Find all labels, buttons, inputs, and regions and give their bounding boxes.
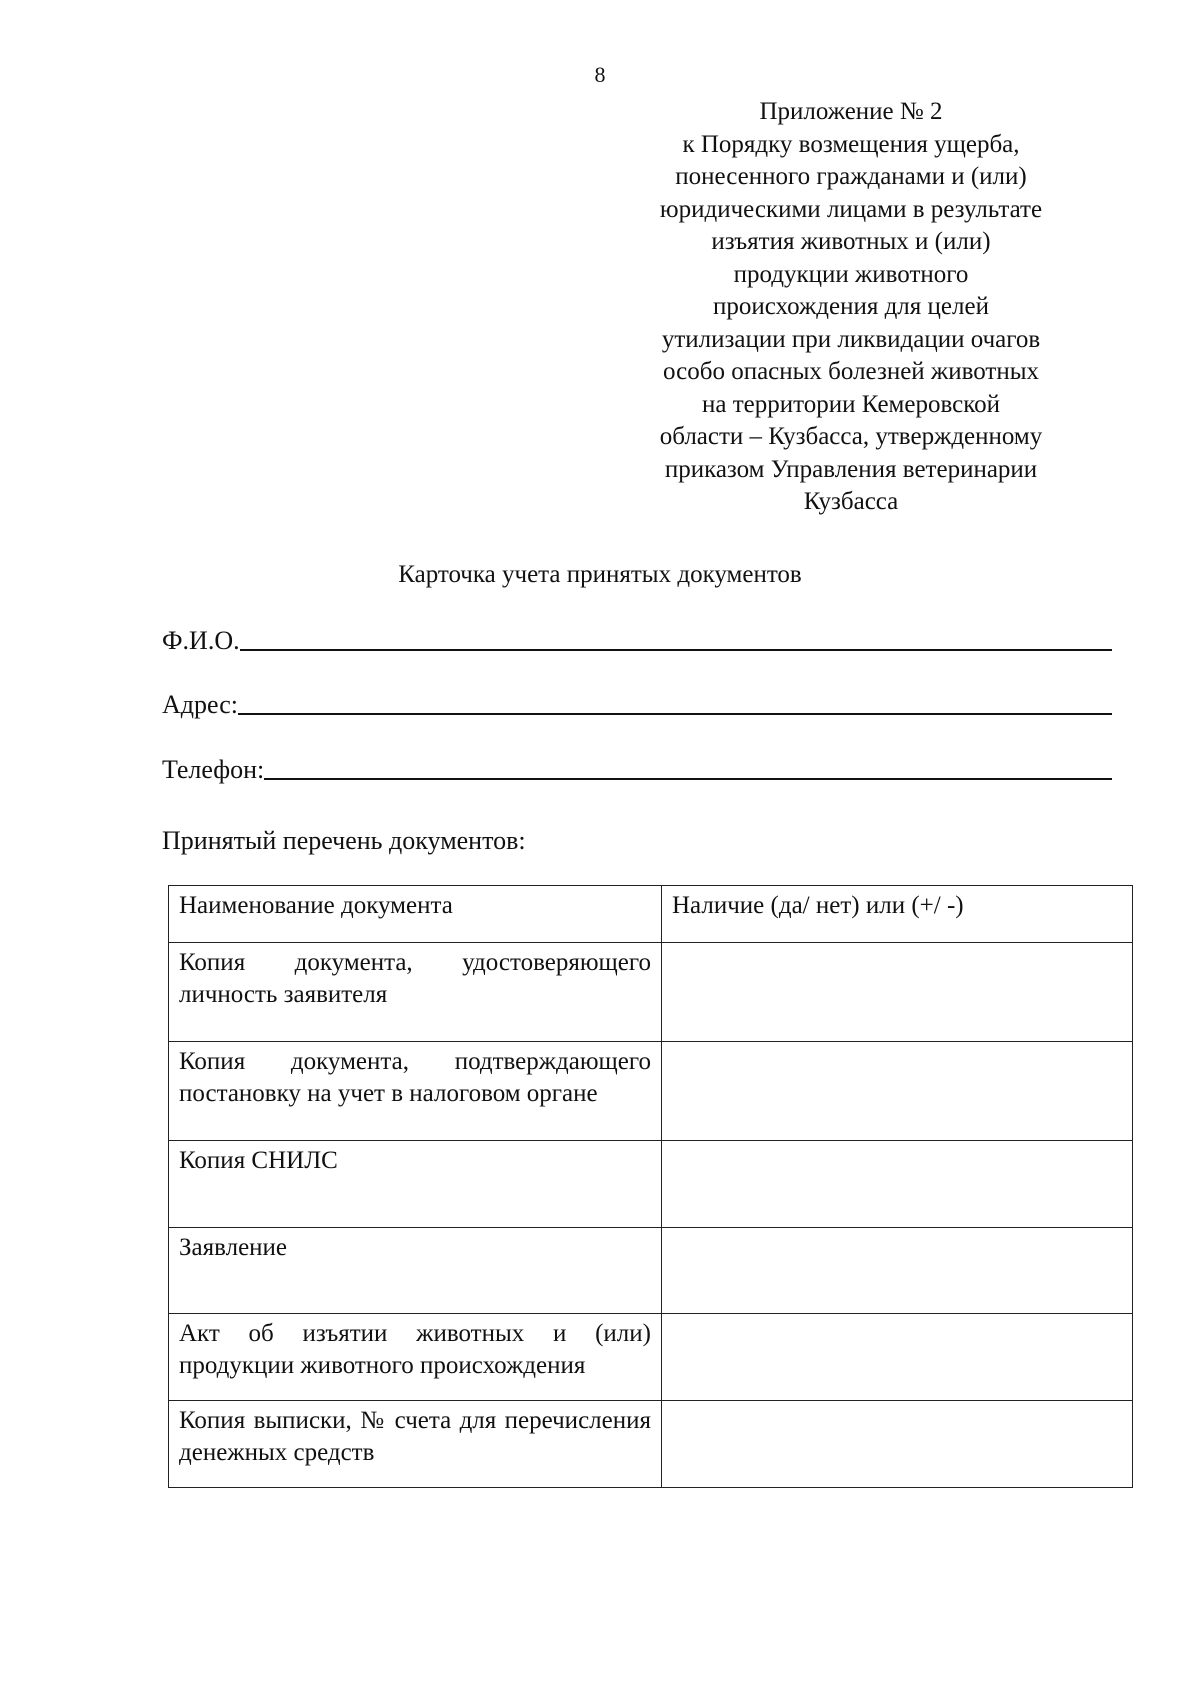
presence-cell: [662, 1141, 1133, 1228]
phone-field: [162, 755, 1112, 785]
phone-blank-line: [264, 777, 1112, 780]
header-presence: Наличие (да/ нет) или (+/ -): [662, 886, 1133, 943]
appendix-line: области – Кузбасса, утвержденному: [659, 423, 1043, 450]
presence-cell: [662, 1314, 1133, 1401]
presence-cell: [662, 1042, 1133, 1141]
appendix-line: особо опасных болезней животных: [663, 358, 1039, 385]
appendix-line: Приложение № 2: [759, 98, 943, 125]
card-title: Карточка учета принятых документов: [398, 561, 802, 588]
table-row: [169, 1314, 1133, 1401]
table-row: [169, 943, 1133, 1042]
appendix-line: продукции животного: [733, 260, 969, 288]
document-name-cell: Копия документа, подтверждающего постановку на учет в налоговом органе: [169, 1042, 662, 1141]
appendix-block: [630, 96, 1072, 519]
documents-table: [168, 885, 1133, 1488]
presence-cell: [662, 1401, 1133, 1488]
appendix-line: юридическими лицами в результате: [659, 195, 1043, 223]
document-name-cell: Копия выписки, № счета для перечисления денежных средств: [169, 1401, 662, 1488]
appendix-line: утилизации при ликвидации очагов: [661, 325, 1041, 353]
fio-blank-line: [240, 648, 1112, 651]
table-header-row: [169, 886, 1133, 943]
appendix-line: на территории Кемеровской: [702, 390, 1000, 418]
table-row: [169, 1042, 1133, 1141]
appendix-line: приказом Управления ветеринарии: [664, 455, 1038, 483]
header-document-name: Наименование документа: [169, 886, 662, 943]
table-row: [169, 1401, 1133, 1488]
page-number: 8: [594, 62, 606, 87]
address-blank-line: [238, 712, 1112, 715]
document-name-cell: Заявление: [169, 1228, 662, 1314]
appendix-line: Кузбасса: [803, 488, 899, 515]
document-name-cell: Копия СНИЛС: [169, 1141, 662, 1228]
appendix-line: к Порядку возмещения ущерба,: [682, 130, 1020, 158]
fio-label: Ф.И.О.: [162, 626, 240, 655]
document-name-cell: Акт об изъятии животных и (или) продукции животного происхождения: [169, 1314, 662, 1401]
document-name-cell: Копия документа, удостоверяющего личность заявителя: [169, 943, 662, 1042]
appendix-line: изъятия животных и (или): [711, 228, 991, 255]
presence-cell: [662, 943, 1133, 1042]
address-label: Адрес:: [162, 690, 238, 719]
appendix-line: происхождения для целей: [713, 293, 989, 320]
phone-label: Телефон:: [162, 755, 265, 784]
fio-field: [162, 626, 1112, 656]
address-field: [162, 690, 1112, 720]
list-heading: Принятый перечень документов:: [162, 826, 526, 855]
presence-cell: [662, 1228, 1133, 1314]
table-row: [169, 1141, 1133, 1228]
appendix-line: понесенного гражданами и (или): [675, 163, 1027, 190]
table-row: [169, 1228, 1133, 1314]
